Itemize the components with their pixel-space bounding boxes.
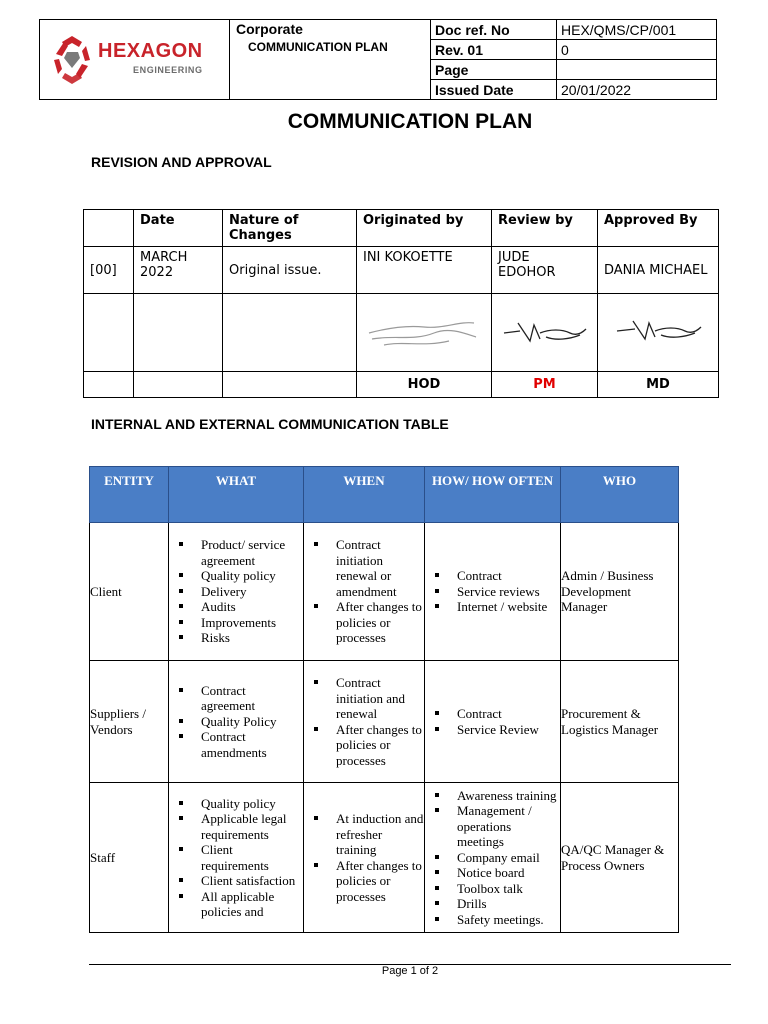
list-item: Service Review bbox=[457, 722, 560, 738]
revision-nature: Original issue. bbox=[223, 247, 357, 294]
list-item: Contract initiation renewal or amendment bbox=[336, 537, 424, 599]
revision-col-approved: Approved By bbox=[598, 210, 719, 247]
list-item: Notice board bbox=[457, 865, 560, 881]
row-what bbox=[169, 661, 304, 783]
list-item: Safety meetings. bbox=[457, 912, 560, 928]
communication-heading: INTERNAL AND EXTERNAL COMMUNICATION TABLE bbox=[91, 416, 449, 432]
table-row bbox=[90, 661, 679, 783]
table-row bbox=[90, 523, 679, 661]
list-item: After changes to policies or processes bbox=[336, 858, 424, 905]
row-what bbox=[169, 523, 304, 661]
list-item: Product/ service agreement bbox=[201, 537, 303, 568]
row-entity: Suppliers / Vendors bbox=[90, 661, 169, 783]
list-item: Audits bbox=[201, 599, 303, 615]
revision-row bbox=[84, 247, 719, 294]
logo-brand-text: HEXAGON bbox=[98, 39, 203, 62]
page-number: Page 1 of 2 bbox=[381, 965, 439, 977]
row-when bbox=[304, 661, 425, 783]
list-item: Company email bbox=[457, 850, 560, 866]
list-item: Contract bbox=[457, 706, 560, 722]
revision-approved: DANIA MICHAEL bbox=[598, 247, 719, 294]
revision-col-originated: Originated by bbox=[357, 210, 492, 247]
list-item: Quality policy bbox=[201, 568, 303, 584]
list-item: Internet / website bbox=[457, 599, 560, 615]
revision-date: MARCH 2022 bbox=[134, 247, 223, 294]
field-label-page: Page bbox=[431, 60, 557, 80]
revision-col-code bbox=[84, 210, 134, 247]
hexagon-logo-icon bbox=[52, 34, 92, 86]
revision-header-row bbox=[84, 210, 719, 247]
list-item: Drills bbox=[457, 896, 560, 912]
list-item: Delivery bbox=[201, 584, 303, 600]
header-category: Corporate bbox=[236, 21, 303, 37]
comm-col-what: WHAT bbox=[169, 467, 304, 523]
header-subtitle: COMMUNICATION PLAN bbox=[248, 40, 388, 54]
row-who: Admin / Business Development Manager bbox=[561, 523, 679, 661]
document-header bbox=[39, 19, 717, 100]
row-who: QA/QC Manager & Process Owners bbox=[561, 783, 679, 933]
revision-code: [00] bbox=[84, 247, 134, 294]
field-value-doc-ref: HEX/QMS/CP/001 bbox=[557, 20, 717, 40]
logo-sub-text: ENGINEERING bbox=[133, 64, 203, 75]
role-approved: MD bbox=[598, 372, 719, 398]
comm-col-when: WHEN bbox=[304, 467, 425, 523]
comm-col-entity: ENTITY bbox=[90, 467, 169, 523]
list-item: Contract amendments bbox=[201, 729, 303, 760]
list-item: Applicable legal requirements bbox=[201, 811, 303, 842]
field-label-issued-date: Issued Date bbox=[431, 80, 557, 100]
company-logo bbox=[40, 34, 229, 86]
row-how bbox=[425, 783, 561, 933]
list-item: Management / operations meetings bbox=[457, 803, 560, 850]
revision-table bbox=[83, 209, 719, 398]
communication-header-row bbox=[90, 467, 679, 523]
signature-originator-icon bbox=[364, 311, 484, 351]
role-review: PM bbox=[492, 372, 598, 398]
signature-reviewer-icon bbox=[500, 311, 590, 351]
row-when bbox=[304, 523, 425, 661]
role-originated: HOD bbox=[357, 372, 492, 398]
row-entity: Staff bbox=[90, 783, 169, 933]
list-item: At induction and refresher training bbox=[336, 811, 424, 857]
list-item: Client requirements bbox=[201, 842, 303, 873]
list-item: Client satisfaction bbox=[201, 873, 303, 889]
list-item: Contract agreement bbox=[201, 683, 303, 714]
comm-col-how: HOW/ HOW OFTEN bbox=[425, 467, 561, 523]
list-item: Service reviews bbox=[457, 584, 560, 600]
list-item: After changes to policies or processes bbox=[336, 722, 424, 769]
row-who: Procurement & Logistics Manager bbox=[561, 661, 679, 783]
table-row bbox=[90, 783, 679, 933]
list-item: Contract bbox=[457, 568, 560, 584]
list-item: Quality Policy bbox=[201, 714, 303, 730]
list-item: Toolbox talk bbox=[457, 881, 560, 897]
field-label-rev: Rev. 01 bbox=[431, 40, 557, 60]
signature-row bbox=[84, 294, 719, 372]
list-item: Improvements bbox=[201, 615, 303, 631]
row-how bbox=[425, 523, 561, 661]
list-item: Contract initiation and renewal bbox=[336, 675, 424, 722]
revision-col-nature: Nature of Changes bbox=[223, 210, 357, 247]
field-value-page bbox=[557, 60, 717, 80]
list-item: Risks bbox=[201, 630, 303, 646]
company-logo-cell bbox=[40, 20, 230, 100]
communication-table bbox=[89, 466, 679, 933]
revision-col-date: Date bbox=[134, 210, 223, 247]
revision-originated: INI KOKOETTE bbox=[357, 247, 492, 294]
list-item: After changes to policies or processes bbox=[336, 599, 424, 646]
row-when bbox=[304, 783, 425, 933]
list-item: All applicable policies and bbox=[201, 889, 303, 920]
header-title-cell bbox=[230, 20, 431, 100]
revision-heading: REVISION AND APPROVAL bbox=[91, 154, 272, 170]
revision-review: JUDE EDOHOR bbox=[492, 247, 598, 294]
document-title: COMMUNICATION PLAN bbox=[287, 110, 533, 133]
comm-col-who: WHO bbox=[561, 467, 679, 523]
row-entity: Client bbox=[90, 523, 169, 661]
list-item: Quality policy bbox=[201, 796, 303, 812]
row-how bbox=[425, 661, 561, 783]
field-value-rev: 0 bbox=[557, 40, 717, 60]
list-item: Awareness training bbox=[457, 788, 560, 804]
field-label-doc-ref: Doc ref. No bbox=[431, 20, 557, 40]
row-what bbox=[169, 783, 304, 933]
role-row bbox=[84, 372, 719, 398]
signature-approver-icon bbox=[613, 311, 703, 351]
revision-col-review: Review by bbox=[492, 210, 598, 247]
field-value-issued-date: 20/01/2022 bbox=[557, 80, 717, 100]
